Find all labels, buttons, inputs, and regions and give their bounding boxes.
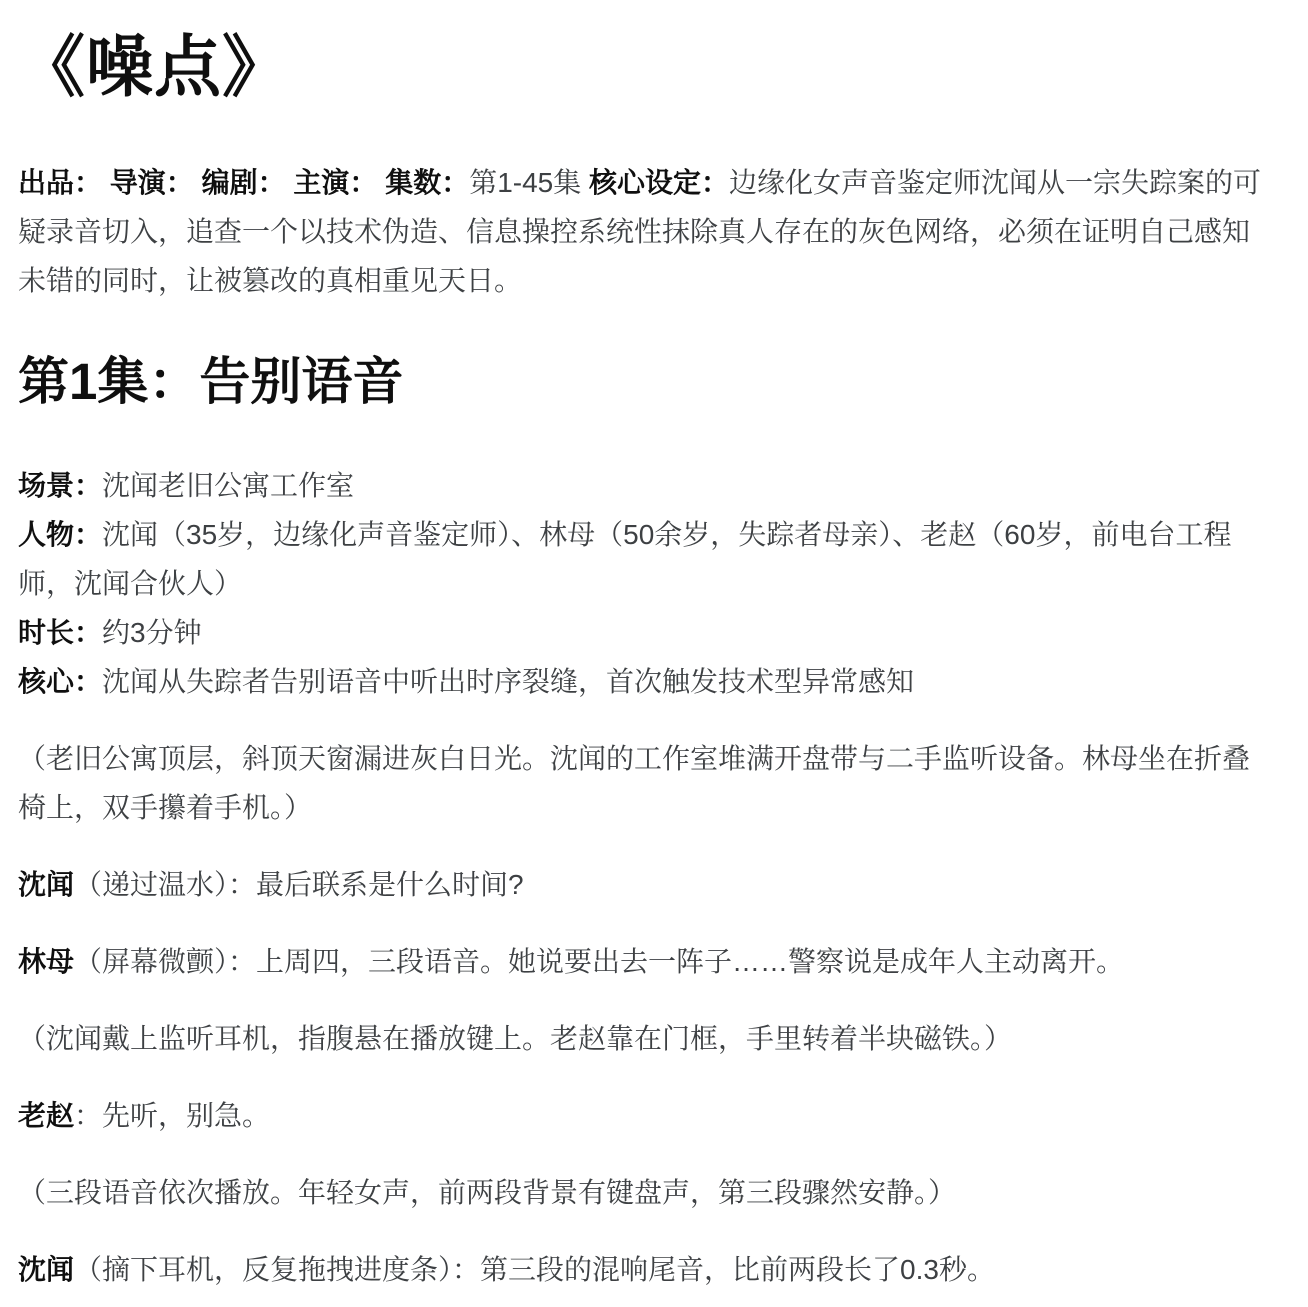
bold-label: 场景： [18, 469, 103, 501]
meta-credits-paragraph: 出品： 导演： 编剧： 主演： 集数：第1-45集 核心设定：边缘化女声音鉴定师沈闻从一宗失踪案的可 疑录音切入，追查一个以技术伪造、信息操控系统性抹除真人存在的灰色网络，必须在证明自己感知 未错的同时，让被篡改的真相重见天日。 [18, 167, 1262, 297]
dialogue-shen-wen-1: 沈闻（递过温水）：最后联系是什么时间? [18, 868, 524, 900]
page-title: 《噪点》 [18, 30, 290, 105]
bold-label: 主演： [293, 167, 378, 199]
episode-info-block: 场景：沈闻老旧公寓工作室 人物：沈闻（35岁，边缘化声音鉴定师）、林母（50余岁，失踪者母亲）、老赵（60岁，前电台工程 师，沈闻合伙人） 时长：约3分钟 核心：沈闻从失踪者告别语音中听出时序裂缝，首次触发技术型异常感知 [18, 469, 1232, 697]
bold-label: 人物： [18, 518, 103, 550]
scene-direction-1: （老旧公寓顶层，斜顶天窗漏进灰白日光。沈闻的工作室堆满开盘带与二手监听设备。林母坐在折叠 椅上，双手攥着手机。） [18, 742, 1251, 823]
dialogue-shen-wen-2: 沈闻（摘下耳机，反复拖拽进度条）：第三段的混响尾音，比前两段长了0.3秒。 [18, 1253, 995, 1285]
bold-label: 核心设定： [589, 167, 730, 199]
bold-label: 林母 [18, 945, 75, 977]
script-body [18, 734, 1308, 1294]
dialogue-lin-mu: 林母（屏幕微颤）：上周四，三段语音。她说要出去一阵子……警察说是成年人主动离开。 [18, 945, 1125, 977]
bold-label: 沈闻 [18, 868, 75, 900]
scene-direction-3: （三段语音依次播放。年轻女声，前两段背景有键盘声，第三段骤然安静。） [18, 1176, 957, 1208]
dialogue-lao-zhao: 老赵：先听，别急。 [18, 1099, 271, 1131]
bold-label: 时长： [18, 616, 103, 648]
bold-label: 核心： [18, 665, 103, 697]
bold-label: 编剧： [201, 167, 286, 199]
bold-label: 导演： [109, 167, 194, 199]
bold-label: 老赵 [18, 1099, 75, 1131]
scene-direction-2: （沈闻戴上监听耳机，指腹悬在播放键上。老赵靠在门框，手里转着半块磁铁。） [18, 1022, 1013, 1054]
bold-label: 集数： [385, 167, 470, 199]
episode-heading: 第1集：告别语音 [18, 353, 404, 411]
bold-label: 沈闻 [18, 1253, 75, 1285]
bold-label: 出品： [18, 167, 103, 199]
